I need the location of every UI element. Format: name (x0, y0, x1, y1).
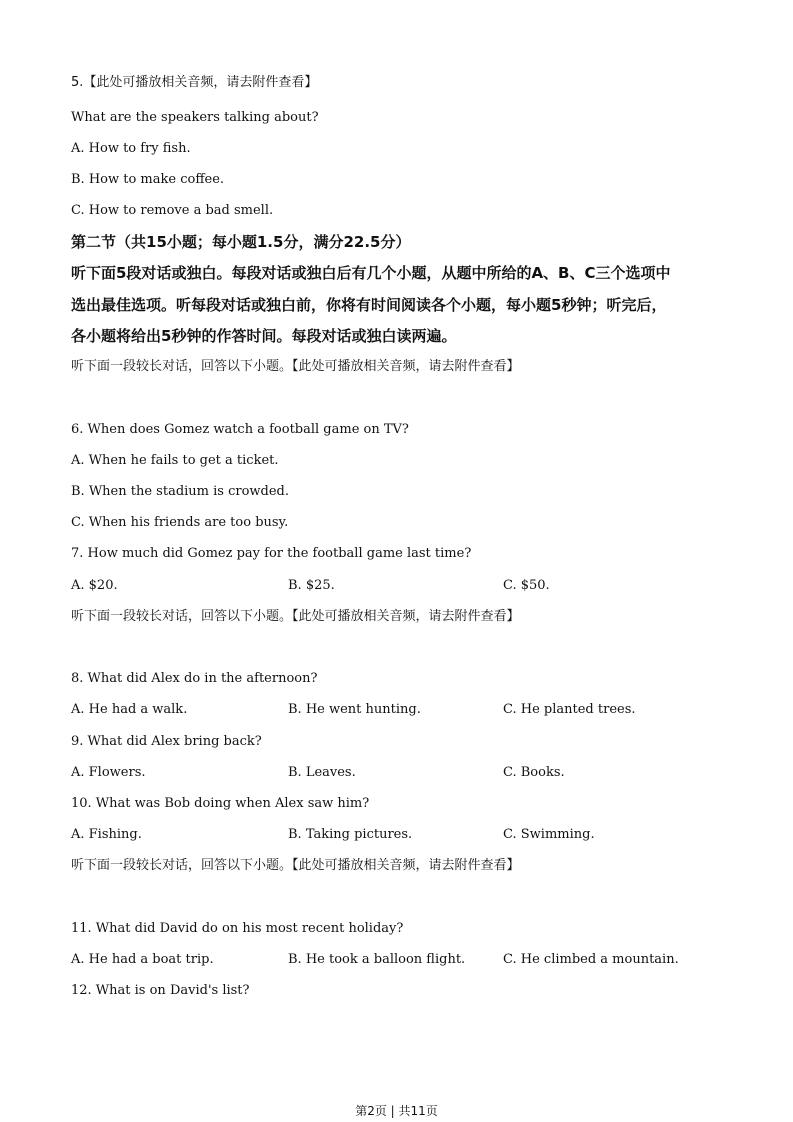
q11-option-b: B. He took a balloon flight. (288, 952, 466, 967)
q10-option-c: C. Swimming. (503, 827, 595, 842)
q7-option-c: C. $50. (503, 578, 550, 593)
q5-option-c: C. How to remove a bad smell. (71, 203, 274, 218)
q8-option-b: B. He went hunting. (288, 702, 421, 717)
q7-option-a: A. $20. (71, 578, 118, 593)
q5-option-b: B. How to make coffee. (71, 172, 225, 187)
q6-option-a: A. When he fails to get a ticket. (71, 453, 279, 468)
section-instructions-line-3: 各小题将给出5秒钟的作答时间。每段对话或独白读两遍。 (71, 327, 457, 345)
q11-option-a: A. He had a boat trip. (71, 952, 214, 967)
q8-option-a: A. He had a walk. (71, 702, 188, 717)
q9-option-c: C. Books. (503, 765, 565, 780)
q9-option-b: B. Leaves. (288, 765, 356, 780)
q5-option-a: A. How to fry fish. (71, 141, 191, 156)
q5-header: 5.【此处可播放相关音频，请去附件查看】 (71, 75, 318, 90)
page-footer: 第2页 | 共11页 (355, 1104, 438, 1118)
q12-question: 12. What is on David's list? (71, 983, 250, 998)
q9-option-a: A. Flowers. (71, 765, 146, 780)
q10-question: 10. What was Bob doing when Alex saw him? (71, 796, 370, 811)
section-instructions-line-1: 听下面5段对话或独白。每段对话或独白后有几个小题，从题中所给的A、B、C三个选项中 (71, 264, 671, 282)
q6-option-c: C. When his friends are too busy. (71, 515, 289, 530)
section-title: 第二节（共15小题；每小题1.5分，满分22.5分） (71, 233, 411, 251)
dialogue-prompt-3: 听下面一段较长对话，回答以下小题。【此处可播放相关音频，请去附件查看】 (71, 858, 520, 873)
q7-option-b: B. $25. (288, 578, 335, 593)
q8-question: 8. What did Alex do in the afternoon? (71, 671, 318, 686)
dialogue-prompt-2: 听下面一段较长对话，回答以下小题。【此处可播放相关音频，请去附件查看】 (71, 609, 520, 624)
q11-option-c: C. He climbed a mountain. (503, 952, 679, 967)
dialogue-prompt-1: 听下面一段较长对话，回答以下小题。【此处可播放相关音频，请去附件查看】 (71, 359, 520, 374)
q5-question: What are the speakers talking about? (71, 110, 319, 125)
q10-option-a: A. Fishing. (71, 827, 142, 842)
q11-question: 11. What did David do on his most recent holiday? (71, 921, 404, 936)
q6-option-b: B. When the stadium is crowded. (71, 484, 290, 499)
q9-question: 9. What did Alex bring back? (71, 734, 262, 749)
q7-question: 7. How much did Gomez pay for the football game last time? (71, 546, 472, 561)
q8-option-c: C. He planted trees. (503, 702, 636, 717)
q10-option-b: B. Taking pictures. (288, 827, 413, 842)
q6-question: 6. When does Gomez watch a football game on TV? (71, 422, 409, 437)
section-instructions-line-2: 选出最佳选项。听每段对话或独白前，你将有时间阅读各个小题，每小题5秒钟；听完后， (71, 296, 667, 314)
